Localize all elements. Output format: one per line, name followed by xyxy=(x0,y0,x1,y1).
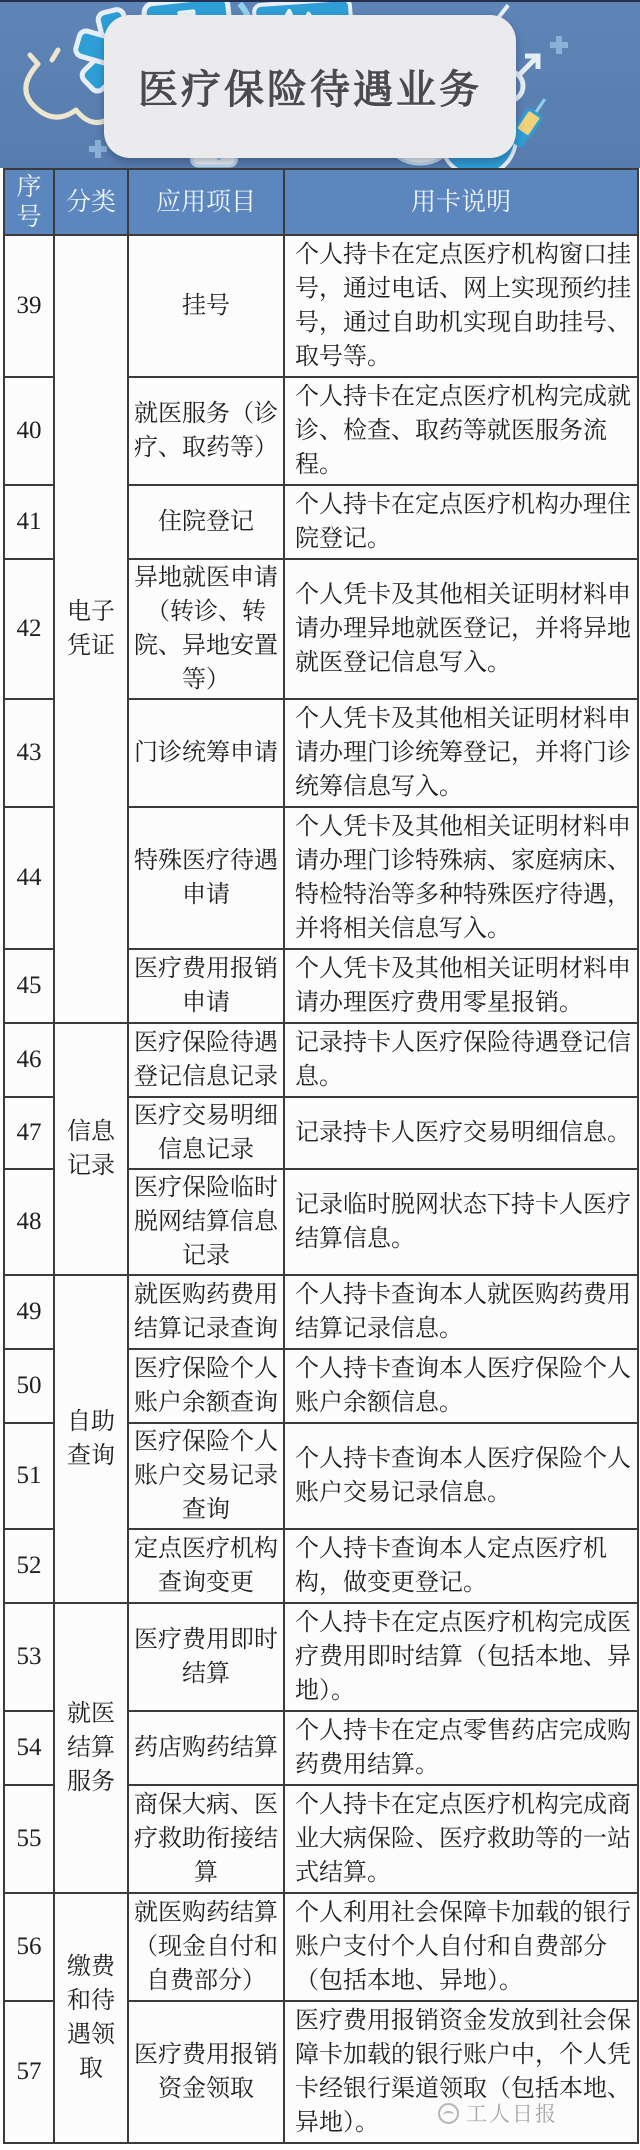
banner xyxy=(0,0,640,168)
card-usage-description: 个人持卡查询本人定点医疗机构，做变更登记。 xyxy=(284,1529,638,1603)
row-number: 52 xyxy=(4,1529,54,1603)
category-cell: 就医结算服务 xyxy=(54,1603,128,1893)
card-usage-description: 个人凭卡及其他相关证明材料申请办理门诊特殊病、家庭病床、特检特治等多种特殊医疗待遇，并将相关信息写入。 xyxy=(284,807,638,949)
card-usage-description: 记录持卡人医疗交易明细信息。 xyxy=(284,1097,638,1169)
row-number: 54 xyxy=(4,1711,54,1785)
table-row xyxy=(4,1275,638,1349)
application-item: 异地就医申请（转诊、转院、异地安置等） xyxy=(128,559,284,699)
application-item: 就医服务（诊疗、取药等） xyxy=(128,377,284,485)
application-item: 门诊统筹申请 xyxy=(128,699,284,807)
card-usage-description: 个人持卡在定点医疗机构完成就诊、检查、取药等就医服务流程。 xyxy=(284,377,638,485)
row-number: 41 xyxy=(4,485,54,559)
row-number: 39 xyxy=(4,235,54,377)
category-cell: 缴费和待遇领取 xyxy=(54,1893,128,2143)
header-no: 序号 xyxy=(4,169,54,235)
row-number: 49 xyxy=(4,1275,54,1349)
banner-title-panel xyxy=(104,15,516,158)
application-item: 就医购药结算（现金自付和自费部分） xyxy=(128,1893,284,2001)
table-row xyxy=(4,1023,638,1097)
row-number: 53 xyxy=(4,1603,54,1711)
card-usage-description: 个人凭卡及其他相关证明材料申请办理门诊统筹登记，并将门诊统筹信息写入。 xyxy=(284,699,638,807)
application-item: 定点医疗机构查询变更 xyxy=(128,1529,284,1603)
row-number: 56 xyxy=(4,1893,54,2001)
card-usage-description: 个人持卡查询本人就医购药费用结算记录信息。 xyxy=(284,1275,638,1349)
watermark-text: 工人日报 xyxy=(466,2103,558,2126)
application-item: 特殊医疗待遇申请 xyxy=(128,807,284,949)
application-item: 挂号 xyxy=(128,235,284,377)
application-item: 医疗保险个人账户交易记录查询 xyxy=(128,1423,284,1529)
row-number: 46 xyxy=(4,1023,54,1097)
application-item: 药店购药结算 xyxy=(128,1711,284,1785)
card-usage-description: 医疗费用报销资金发放到社会保障卡加载的银行账户中，个人凭卡经银行渠道领取（包括本地、异地）。 xyxy=(284,2001,638,2143)
category-cell: 信息记录 xyxy=(54,1023,128,1275)
card-usage-description: 个人持卡在定点医疗机构窗口挂号，通过电话、网上实现预约挂号，通过自助机实现自助挂号、取号等。 xyxy=(284,235,638,377)
application-item: 医疗保险临时脱网结算信息记录 xyxy=(128,1169,284,1275)
category-cell: 电子凭证 xyxy=(54,235,128,1023)
application-item: 医疗保险个人账户余额查询 xyxy=(128,1349,284,1423)
row-number: 55 xyxy=(4,1785,54,1893)
card-usage-description: 个人持卡在定点医疗机构完成医疗费用即时结算（包括本地、异地）。 xyxy=(284,1603,638,1711)
row-number: 57 xyxy=(4,2001,54,2143)
watermark xyxy=(438,2098,558,2128)
page-title: 医疗保险待遇业务 xyxy=(138,68,482,112)
category-cell: 自助查询 xyxy=(54,1275,128,1603)
row-number: 51 xyxy=(4,1423,54,1529)
application-item: 住院登记 xyxy=(128,485,284,559)
card-usage-description: 个人利用社会保障卡加载的银行账户支付个人自付和自费部分（包括本地、异地）。 xyxy=(284,1893,638,2001)
card-usage-description: 记录临时脱网状态下持卡人医疗结算信息。 xyxy=(284,1169,638,1275)
watermark-logo-icon xyxy=(438,2103,459,2124)
card-usage-description: 个人持卡查询本人医疗保险个人账户交易记录信息。 xyxy=(284,1423,638,1529)
application-item: 医疗交易明细信息记录 xyxy=(128,1097,284,1169)
application-item: 商保大病、医疗救助衔接结算 xyxy=(128,1785,284,1893)
table-row xyxy=(4,1603,638,1711)
header-item: 应用项目 xyxy=(128,169,284,235)
row-number: 50 xyxy=(4,1349,54,1423)
card-usage-description: 个人持卡在定点医疗机构完成商业大病保险、医疗救助等的一站式结算。 xyxy=(284,1785,638,1893)
table-row xyxy=(4,1893,638,2001)
card-usage-description: 个人凭卡及其他相关证明材料申请办理异地就医登记，并将异地就医登记信息写入。 xyxy=(284,559,638,699)
card-usage-description: 个人凭卡及其他相关证明材料申请办理医疗费用零星报销。 xyxy=(284,949,638,1023)
row-number: 47 xyxy=(4,1097,54,1169)
benefits-table xyxy=(3,168,639,2144)
card-usage-description: 个人持卡在定点医疗机构办理住院登记。 xyxy=(284,485,638,559)
card-usage-description: 个人持卡查询本人医疗保险个人账户余额信息。 xyxy=(284,1349,638,1423)
application-item: 医疗费用报销申请 xyxy=(128,949,284,1023)
application-item: 就医购药费用结算记录查询 xyxy=(128,1275,284,1349)
table-row xyxy=(4,235,638,377)
card-usage-description: 个人持卡在定点零售药店完成购药费用结算。 xyxy=(284,1711,638,1785)
header-desc: 用卡说明 xyxy=(284,169,638,235)
row-number: 44 xyxy=(4,807,54,949)
application-item: 医疗费用即时结算 xyxy=(128,1603,284,1711)
row-number: 48 xyxy=(4,1169,54,1275)
row-number: 42 xyxy=(4,559,54,699)
table-header-row xyxy=(4,169,638,235)
row-number: 45 xyxy=(4,949,54,1023)
application-item: 医疗保险待遇登记信息记录 xyxy=(128,1023,284,1097)
application-item: 医疗费用报销资金领取 xyxy=(128,2001,284,2143)
row-number: 40 xyxy=(4,377,54,485)
header-category: 分类 xyxy=(54,169,128,235)
row-number: 43 xyxy=(4,699,54,807)
card-usage-description: 记录持卡人医疗保险待遇登记信息。 xyxy=(284,1023,638,1097)
